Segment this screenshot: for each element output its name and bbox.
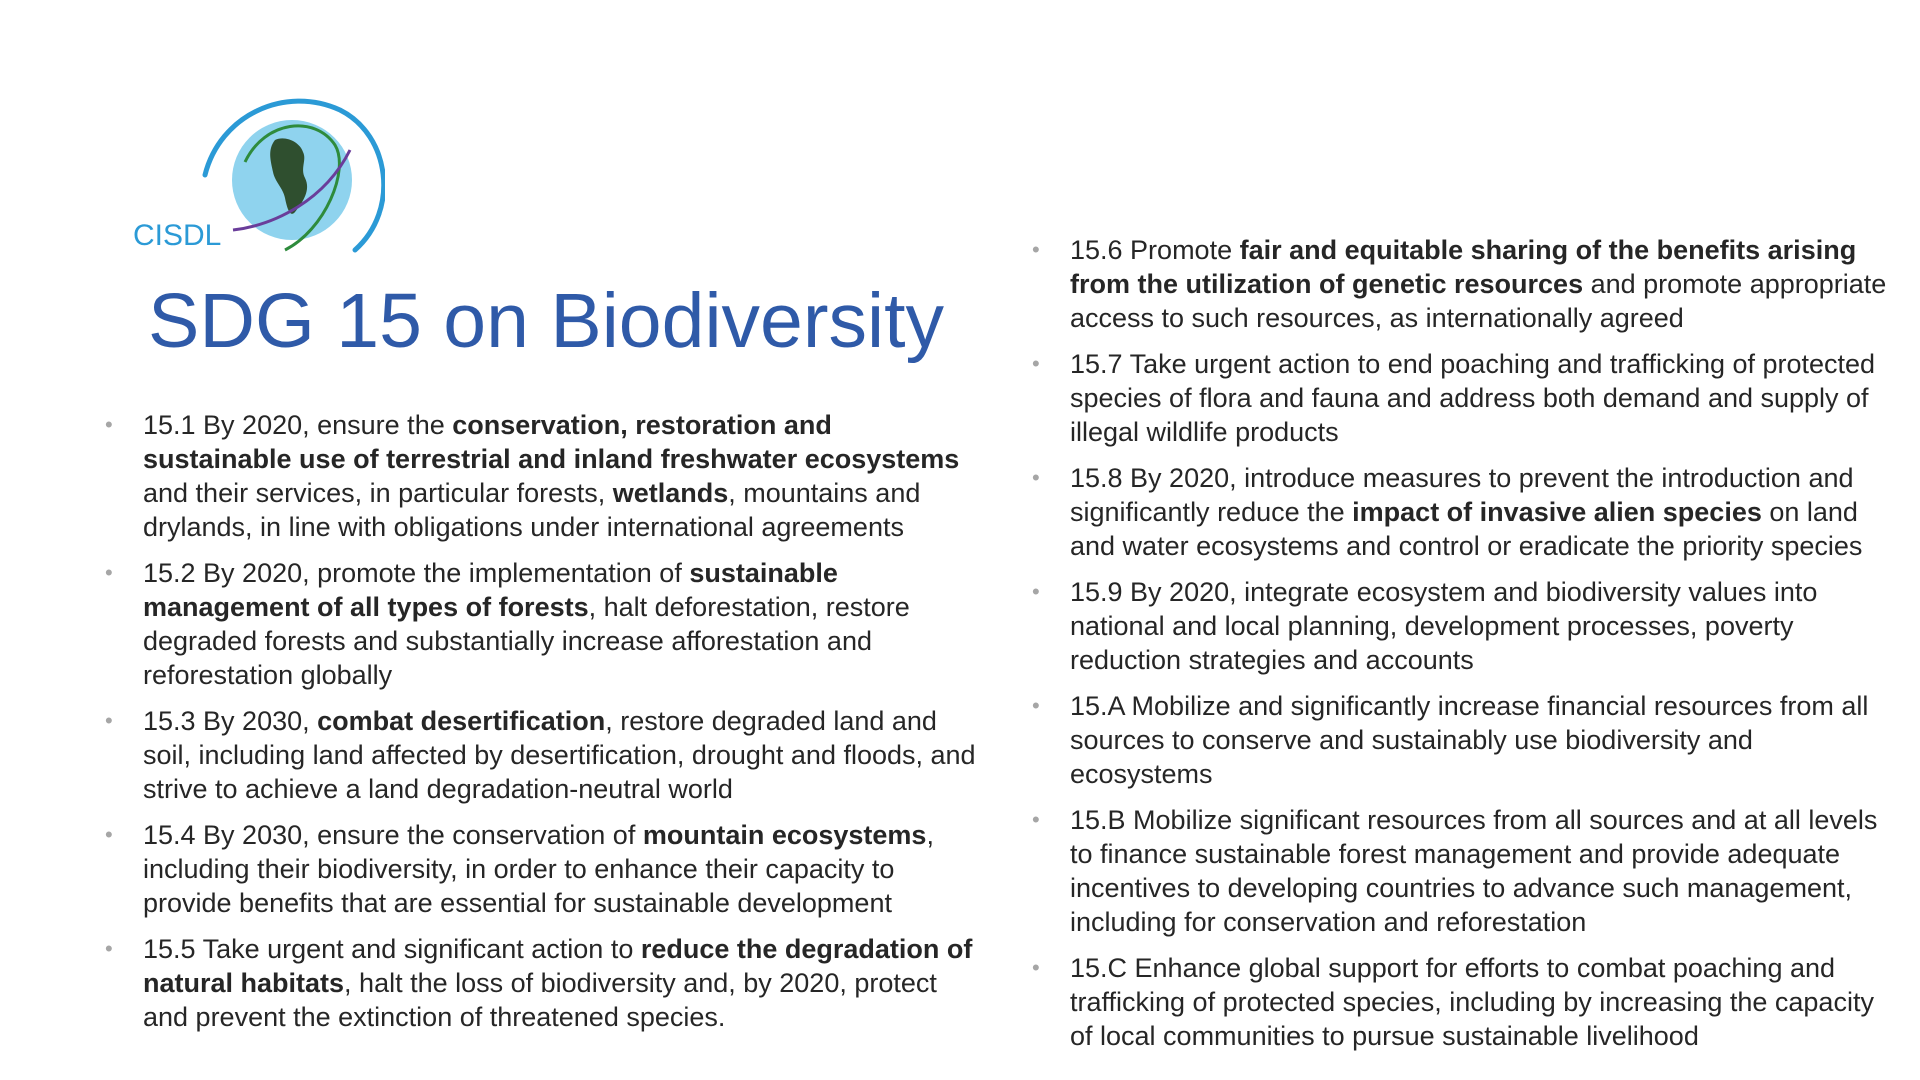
bold-text: fair and equitable sharing of the benefits arising from the utilization of genetic resources: [1070, 235, 1857, 299]
text: 15.2 By 2020, promote the implementation of: [143, 558, 690, 588]
cisdl-logo: [125, 90, 385, 265]
text: 15.9 By 2020, integrate ecosystem and biodiversity values into national and local planning, development processes, poverty reduction strategies and accounts: [1070, 577, 1818, 675]
text: 15.6 Promote: [1070, 235, 1240, 265]
bold-text: wetlands: [612, 478, 729, 508]
text: 15.7 Take urgent action to end poaching and trafficking of protected species of flora and fauna and address both demand and supply of illegal wildlife products: [1070, 349, 1876, 447]
list-item: [105, 704, 985, 806]
bullet-icon: •: [105, 412, 113, 437]
text: and promote appropriate access to such resources, as internationally agreed: [1070, 269, 1887, 333]
text: , including their biodiversity, in order to enhance their capacity to provide benefits that are essential for sustainable development: [143, 820, 934, 918]
text: , halt the loss of biodiversity and, by 2020, protect and prevent the extinction of threatened species.: [143, 968, 937, 1032]
bullet-icon: •: [105, 936, 113, 961]
bullet-icon: •: [105, 822, 113, 847]
left-target-list: [105, 408, 985, 1046]
right-target-list: [1032, 233, 1902, 1065]
list-item: [105, 556, 985, 692]
list-item: [1032, 575, 1902, 677]
list-item: [105, 818, 985, 920]
bold-text: mountain ecosystems: [642, 820, 927, 850]
list-item: [1032, 461, 1902, 563]
text: 15.4 By 2030, ensure the conservation of: [143, 820, 643, 850]
bullet-icon: •: [1032, 579, 1040, 604]
text: 15.A Mobilize and significantly increase financial resources from all sources to conserve and sustainably use biodiversity and ecosystems: [1070, 691, 1869, 789]
bullet-icon: •: [1032, 693, 1040, 718]
bold-text: sustainable management of all types of forests: [143, 558, 838, 622]
text: 15.B Mobilize significant resources from all sources and at all levels to finance sustainable forest management and provide adequate incentives to developing countries to advance such management, including for conservation and reforestation: [1070, 805, 1878, 937]
list-item: [105, 932, 985, 1034]
page-title: SDG 15 on Biodiversity: [148, 278, 945, 364]
bullet-icon: •: [1032, 955, 1040, 980]
text: 15.1 By 2020, ensure the: [143, 410, 453, 440]
text: 15.5 Take urgent and significant action to: [143, 934, 641, 964]
bullet-icon: •: [1032, 237, 1040, 262]
bullet-icon: •: [1032, 807, 1040, 832]
text: and their services, in particular forests,: [143, 478, 613, 508]
text: , restore degraded land and soil, including land affected by desertification, drought and floods, and strive to achieve a land degradation-neutral world: [143, 706, 976, 804]
text: on land and water ecosystems and control or eradicate the priority species: [1070, 497, 1863, 561]
bullet-icon: •: [105, 560, 113, 585]
text: 15.3 By 2030,: [143, 706, 318, 736]
globe-logo-icon: [125, 90, 385, 265]
list-item: [1032, 951, 1902, 1053]
text: , halt deforestation, restore degraded forests and substantially increase afforestation and reforestation globally: [143, 592, 910, 690]
list-item: [105, 408, 985, 544]
bullet-icon: •: [1032, 351, 1040, 376]
bold-text: combat desertification: [317, 706, 606, 736]
list-item: [1032, 233, 1902, 335]
text: , mountains and drylands, in line with obligations under international agreements: [143, 478, 921, 542]
list-item: [1032, 803, 1902, 939]
bold-text: impact of invasive alien species: [1352, 497, 1762, 527]
logo-text: CISDL: [133, 219, 222, 252]
bold-text: reduce the degradation of natural habitats: [143, 934, 973, 998]
text: 15.8 By 2020, introduce measures to prevent the introduction and significantly reduce the: [1070, 463, 1854, 527]
bullet-icon: •: [105, 708, 113, 733]
text: 15.C Enhance global support for efforts to combat poaching and trafficking of protected species, including by increasing the capacity of local communities to pursue sustainable livelihood: [1070, 953, 1874, 1051]
list-item: [1032, 689, 1902, 791]
bold-text: conservation, restoration and sustainable use of terrestrial and inland freshwater ecosystems: [143, 410, 960, 474]
list-item: [1032, 347, 1902, 449]
bullet-icon: •: [1032, 465, 1040, 490]
